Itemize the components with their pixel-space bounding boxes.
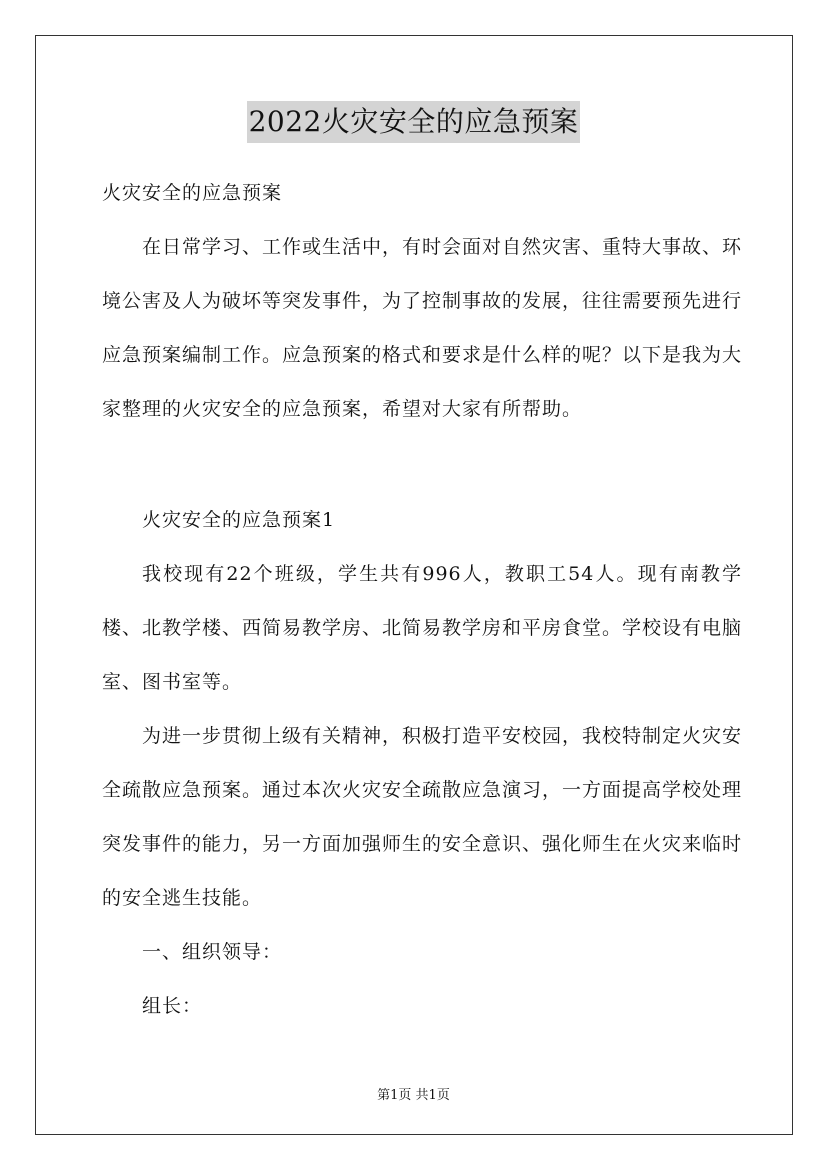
section-heading: 火灾安全的应急预案1 (142, 509, 336, 531)
paragraph-school-info: 我校现有22个班级，学生共有996人，教职工54人。现有南教学楼、北教学楼、西简易教学房、北简易教学房和平房食堂。学校设有电脑室、图书室等。 (102, 563, 743, 693)
page-footer: 第1页 共1页 (377, 1088, 450, 1103)
list-item-organization: 一、组织领导： (142, 941, 283, 963)
paragraph-purpose: 为进一步贯彻上级有关精神，积极打造平安校园，我校特制定火灾安全疏散应急预案。通过本次火灾安全疏散应急演习，一方面提高学校处理突发事件的能力，另一方面加强师生的安全意识、强化师生在火灾来临时的安全逃生技能。 (102, 725, 743, 909)
document-title: 2022火灾安全的应急预案 (247, 101, 581, 143)
subtitle: 火灾安全的应急预案 (102, 182, 283, 204)
title-container (0, 101, 827, 143)
intro-paragraph: 在日常学习、工作或生活中，有时会面对自然灾害、重特大事故、环境公害及人为破坏等突发事件，为了控制事故的发展，往往需要预先进行应急预案编制工作。应急预案的格式和要求是什么样的呢？以下是我为大家整理的火灾安全的应急预案，希望对大家有所帮助。 (102, 236, 743, 420)
list-item-leader: 组长： (142, 995, 203, 1017)
